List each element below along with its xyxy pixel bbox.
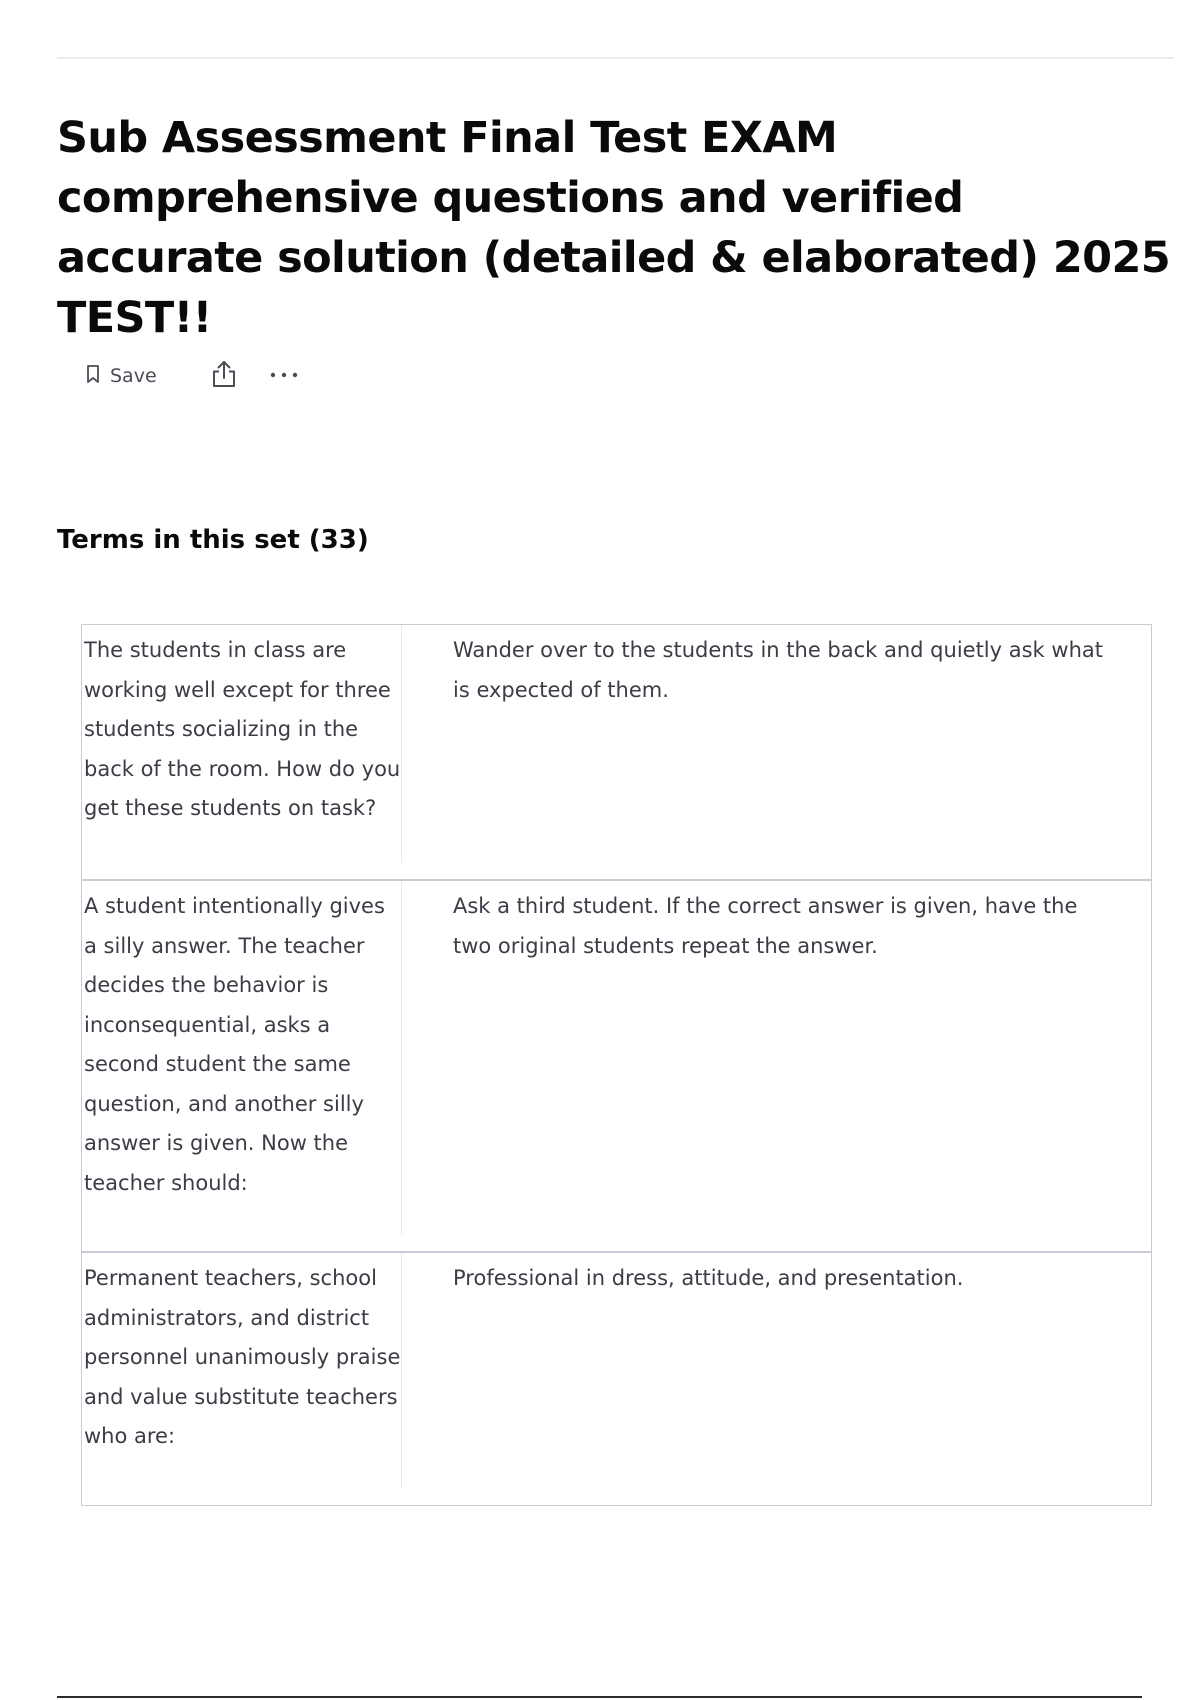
save-label: Save xyxy=(110,365,157,387)
page-title: Sub Assessment Final Test EXAM comprehensive questions and verified accurate solution (detailed & elaborated) 2025 TEST!! xyxy=(57,113,1171,343)
term-card[interactable] xyxy=(82,625,1151,879)
share-icon xyxy=(211,359,237,394)
term-text: The students in class are working well except for three students socializing in the back of the room. How do you get these students on task? xyxy=(82,625,402,863)
save-button[interactable] xyxy=(86,364,157,389)
bottom-rule xyxy=(57,1696,1142,1698)
term-card[interactable] xyxy=(82,879,1151,1251)
more-options-button[interactable] xyxy=(269,367,299,385)
term-card[interactable] xyxy=(82,1251,1151,1505)
definition-text: Professional in dress, attitude, and presentation. xyxy=(453,1266,964,1290)
bookmark-icon xyxy=(86,364,100,389)
top-divider xyxy=(57,57,1174,59)
share-button[interactable] xyxy=(211,359,237,394)
more-icon xyxy=(269,367,299,385)
definition-text: Ask a third student. If the correct answer is given, have the two original students repeat the answer. xyxy=(453,894,1078,958)
term-text: A student intentionally gives a silly answer. The teacher decides the behavior is inconsequential, asks a second student the same question, and another silly answer is given. Now the teacher should: xyxy=(82,881,402,1235)
terms-heading: Terms in this set (33) xyxy=(57,525,369,555)
definition-text: Wander over to the students in the back and quietly ask what is expected of them. xyxy=(453,638,1103,702)
action-toolbar xyxy=(86,360,299,392)
terms-table xyxy=(81,624,1152,1506)
term-text: Permanent teachers, school administrators, and district personnel unanimously praise and value substitute teachers who are: xyxy=(82,1253,402,1489)
